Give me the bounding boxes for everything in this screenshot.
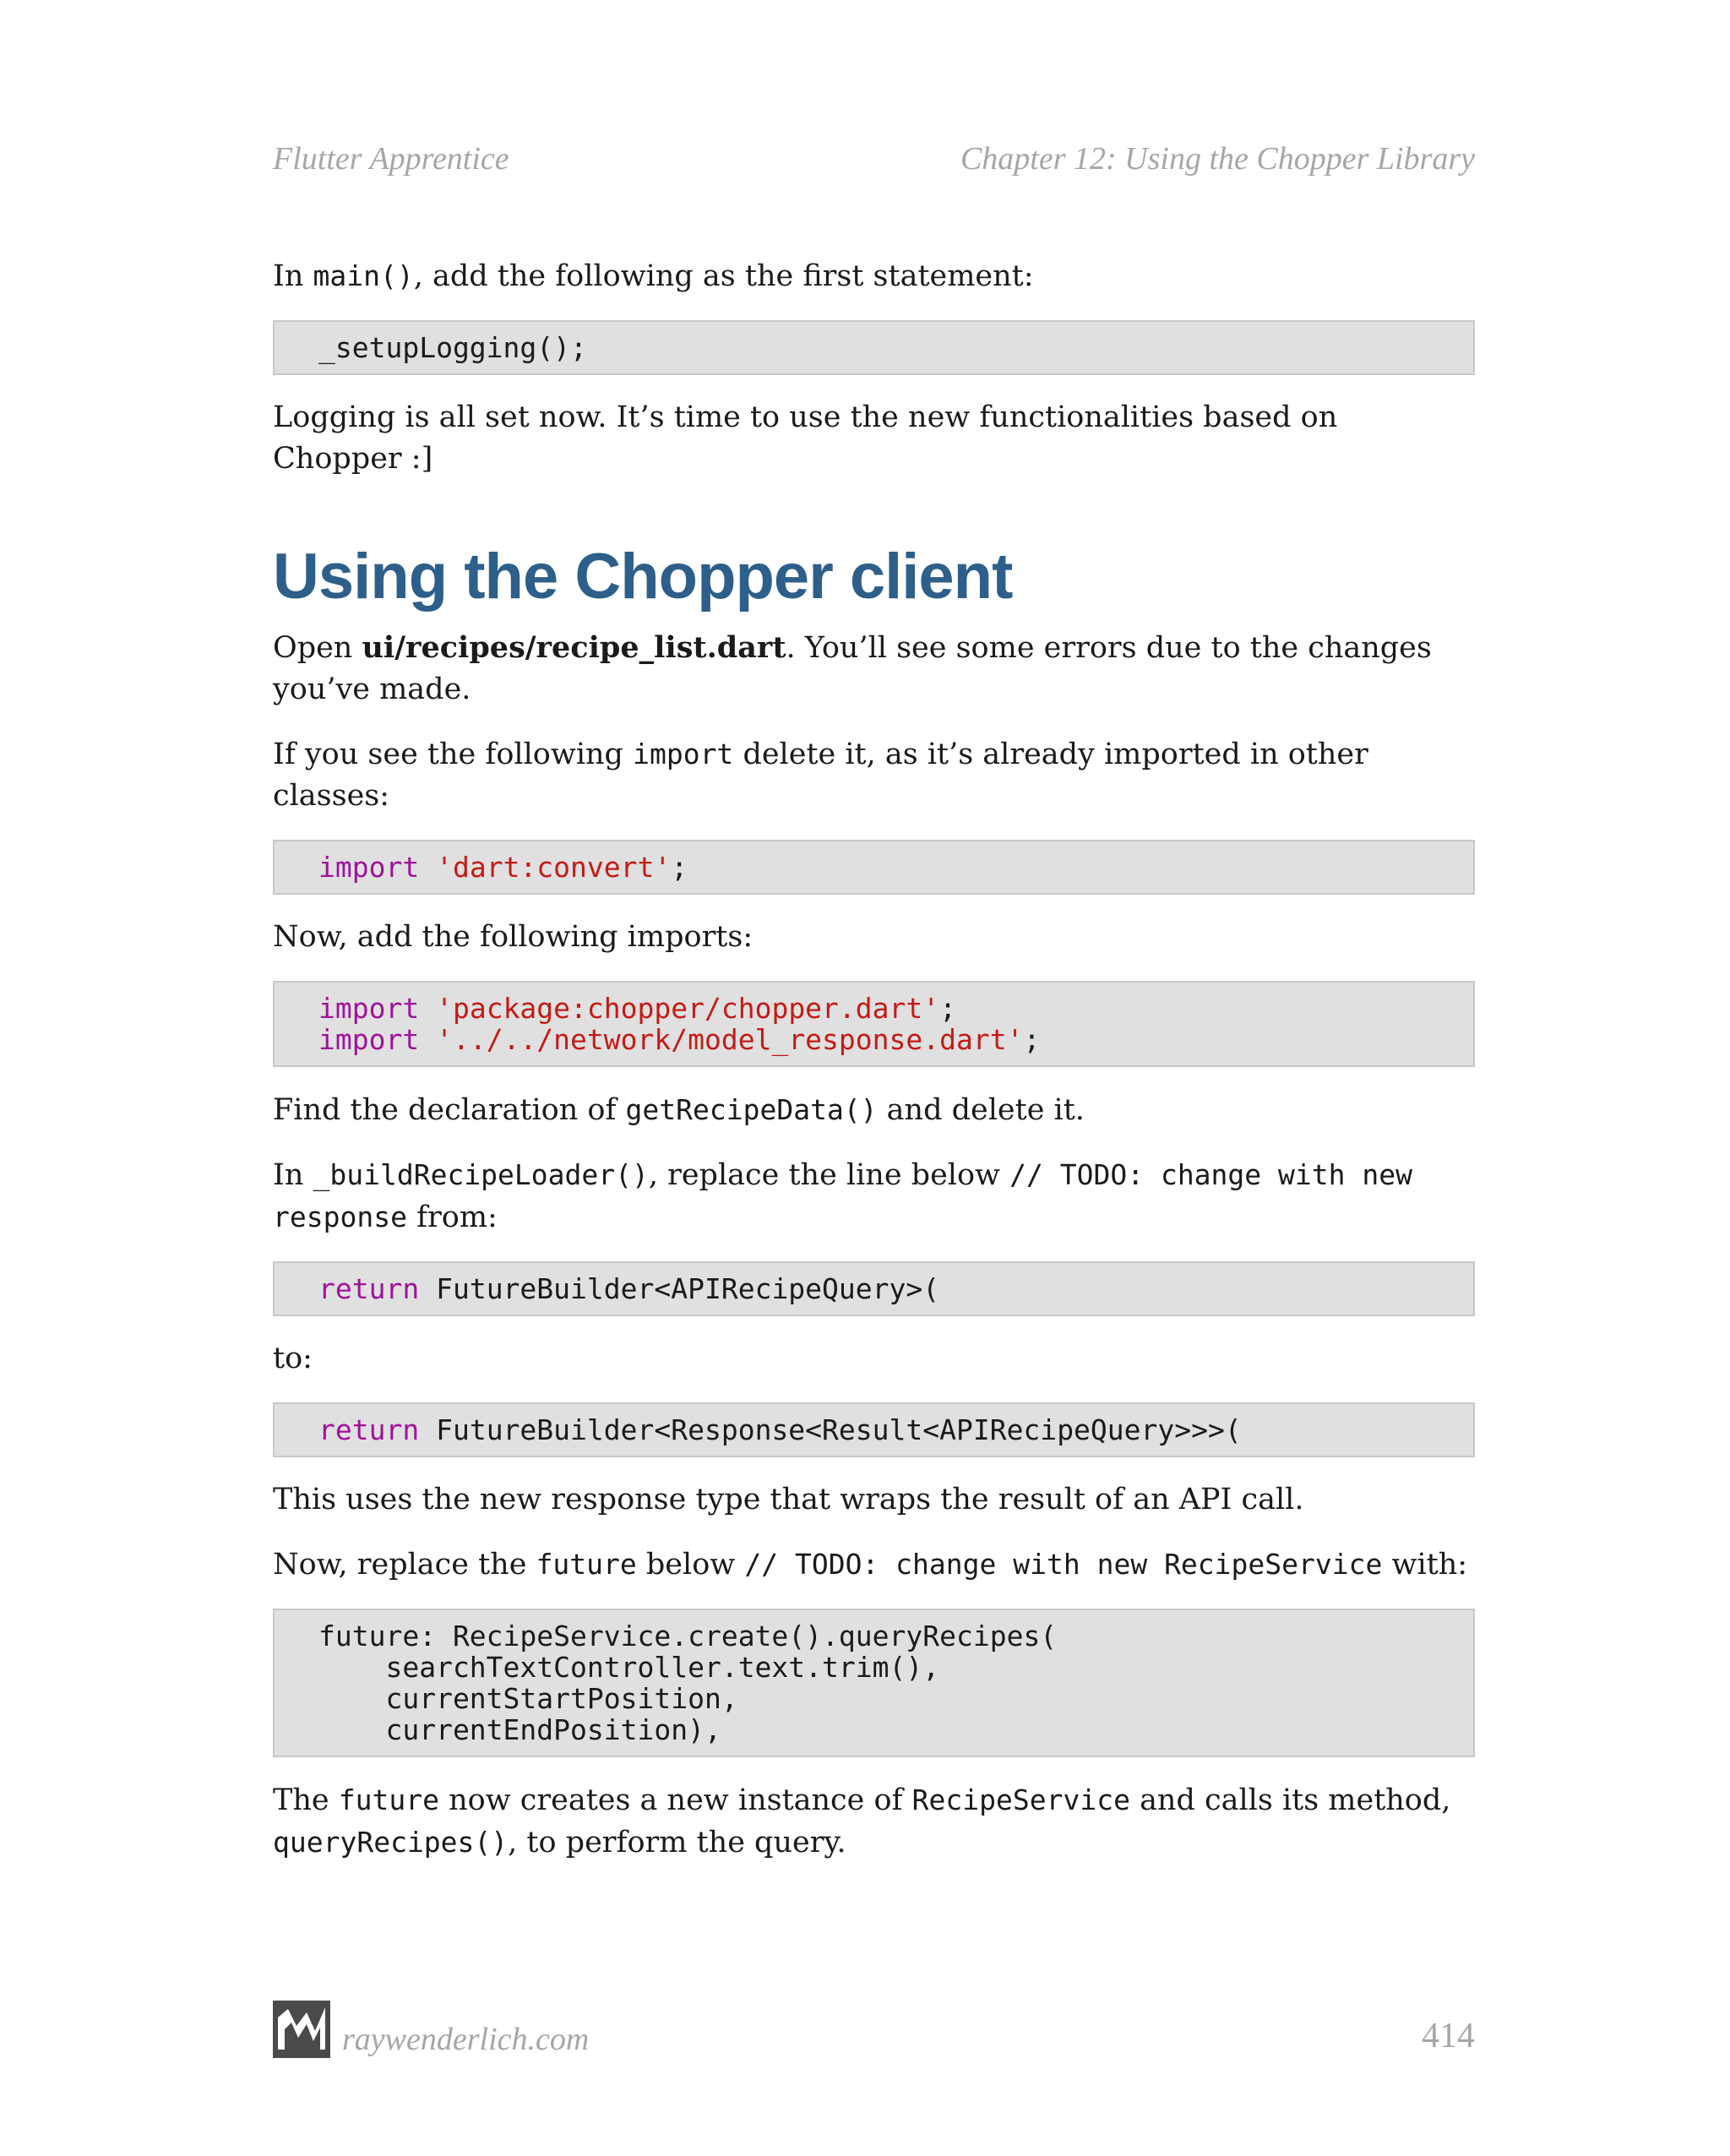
code-keyword: return <box>318 1413 420 1446</box>
text: with: <box>1382 1548 1468 1582</box>
text: , to perform the query. <box>508 1826 846 1859</box>
inline-code: future <box>338 1783 439 1816</box>
paragraph: to: <box>273 1342 313 1375</box>
text: and delete it. <box>877 1093 1085 1127</box>
text: . You’ll see some errors due to the changes you’ve made. <box>273 631 1432 706</box>
paragraph <box>273 733 1475 817</box>
code-block <box>273 981 1475 1067</box>
section-heading: Using the Chopper client <box>273 541 1013 612</box>
code-punct: ; <box>671 851 688 884</box>
text: Open <box>273 631 362 665</box>
inline-code: future <box>536 1548 637 1581</box>
code-line: _setupLogging(); <box>318 331 587 364</box>
code-line: future: RecipeService.create().queryRecipes( <box>318 1620 1058 1652</box>
inline-code: RecipeService <box>911 1783 1130 1816</box>
code-keyword: return <box>318 1272 420 1305</box>
text: and calls its method, <box>1129 1783 1451 1817</box>
site-name: raywenderlich.com <box>342 2022 590 2057</box>
book-page <box>273 0 1475 2156</box>
running-header <box>273 140 1475 191</box>
paragraph <box>273 1154 1475 1239</box>
code-keyword: import <box>318 851 420 884</box>
chapter-title: Chapter 12: Using the Chopper Library <box>960 141 1475 177</box>
code-string: '../../network/model_response.dart' <box>436 1023 1024 1056</box>
text: below <box>636 1548 745 1582</box>
inline-code: getRecipeData() <box>625 1093 878 1126</box>
paragraph: This uses the new response type that wraps the result of an API call. <box>273 1483 1304 1516</box>
inline-code: _buildRecipeLoader() <box>313 1158 649 1191</box>
text: Find the declaration of <box>273 1093 626 1127</box>
text: , replace the line below <box>648 1158 1010 1192</box>
text: from: <box>406 1200 498 1234</box>
raywenderlich-logo-icon <box>273 2001 330 2058</box>
code-text: FutureBuilder<Response<Result<APIRecipeQuery>>>( <box>419 1413 1242 1446</box>
code-punct: ; <box>1023 1023 1041 1056</box>
code-block <box>273 320 1475 375</box>
text: In <box>273 1158 313 1192</box>
text: now creates a new instance of <box>438 1783 912 1817</box>
code-punct: ; <box>939 992 956 1025</box>
code-keyword: import <box>318 1023 420 1056</box>
text: If you see the following <box>273 738 634 771</box>
code-line: searchTextController.text.trim(), <box>318 1651 940 1684</box>
code-string: 'package:chopper/chopper.dart' <box>436 992 940 1025</box>
book-title: Flutter Apprentice <box>273 141 509 177</box>
inline-code: main() <box>313 259 414 292</box>
code-block <box>273 1402 1475 1457</box>
paragraph <box>273 1544 1475 1586</box>
page-number: 414 <box>1422 2017 1475 2055</box>
text: The <box>273 1783 339 1817</box>
code-line: currentEndPosition), <box>318 1713 721 1746</box>
paragraph <box>273 627 1475 710</box>
paragraph: Logging is all set now. It’s time to use the new functionalities based on Chopper :] <box>273 400 1338 476</box>
text: delete it, as it’s already imported in other classes: <box>273 738 1368 813</box>
paragraph <box>273 1779 1475 1864</box>
text: , add the following as the first statement: <box>413 259 1034 293</box>
inline-code: import <box>633 738 734 770</box>
paragraph: Now, add the following imports: <box>273 920 753 954</box>
inline-code: // TODO: change with new RecipeService <box>744 1548 1383 1581</box>
page-footer <box>273 2001 1475 2061</box>
page-content <box>273 255 1475 1886</box>
code-line: currentStartPosition, <box>318 1682 738 1715</box>
code-keyword: import <box>318 992 420 1025</box>
paragraph <box>273 255 1475 297</box>
code-block <box>273 840 1475 895</box>
inline-code: queryRecipes() <box>273 1826 509 1859</box>
code-block <box>273 1609 1475 1757</box>
code-block <box>273 1261 1475 1316</box>
code-text: FutureBuilder<APIRecipeQuery>( <box>419 1272 940 1305</box>
inline-code: // TODO: change with new response <box>273 1158 1412 1233</box>
file-path: ui/recipes/recipe_list.dart <box>362 630 786 665</box>
text: Now, replace the <box>273 1548 536 1582</box>
code-string: 'dart:convert' <box>436 851 672 884</box>
text: In <box>273 259 313 293</box>
paragraph <box>273 1089 1475 1131</box>
